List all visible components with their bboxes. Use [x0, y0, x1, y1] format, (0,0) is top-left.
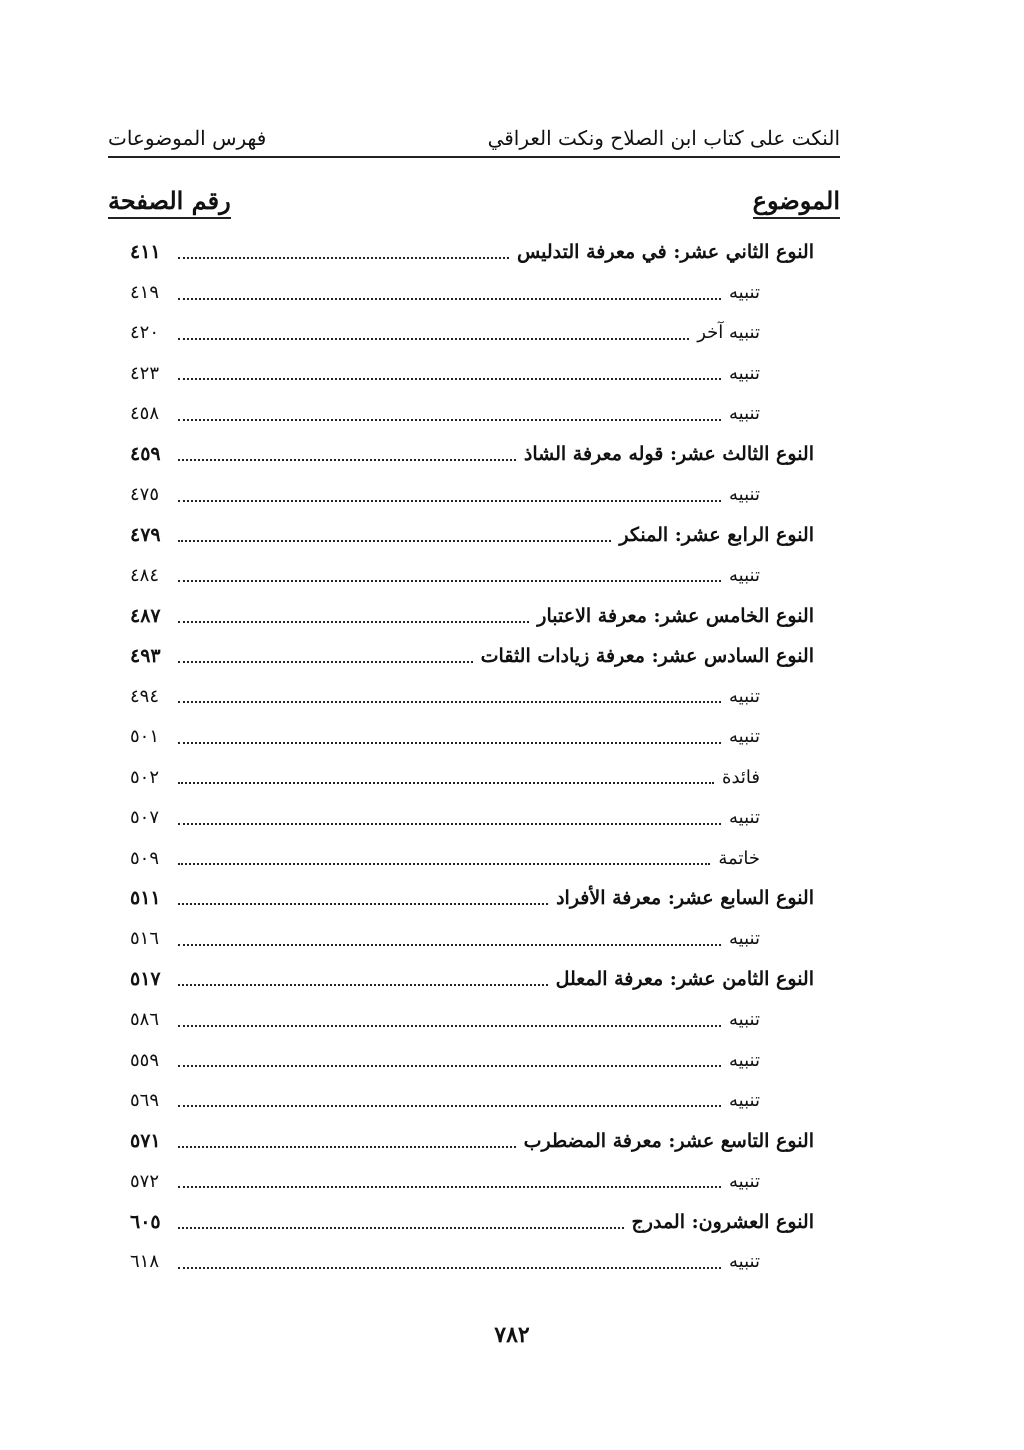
entry-page: ٤١٩ — [130, 282, 160, 304]
entry-page: ٥١١ — [130, 887, 161, 910]
entry-title: تنبيه — [729, 1170, 760, 1192]
entry-page: ٤٢٠ — [130, 322, 160, 344]
leader-dots — [178, 1105, 721, 1107]
leader-dots — [178, 580, 721, 582]
toc-sub-entry — [130, 353, 814, 393]
entry-title: تنبيه — [729, 1009, 760, 1031]
toc-sub-entry — [130, 1242, 814, 1282]
page-number-heading: رقم الصفحة — [108, 186, 231, 219]
entry-title: تنبيه — [729, 403, 760, 425]
toc-sub-entry — [130, 717, 814, 757]
entry-title: النوع الثاني عشر: في معرفة التدليس — [516, 241, 814, 264]
leader-dots — [178, 782, 714, 784]
leader-dots — [178, 338, 689, 340]
entry-page: ٥٧٢ — [130, 1170, 160, 1192]
entry-title: النوع العشرون: المدرج — [631, 1210, 814, 1233]
toc-sub-entry — [130, 838, 814, 878]
toc-main-entry — [130, 878, 814, 918]
leader-dots — [178, 257, 509, 259]
column-headings — [108, 180, 840, 224]
toc-main-entry — [130, 232, 814, 272]
toc-main-entry — [130, 596, 814, 636]
entry-title: تنبيه آخر — [697, 322, 760, 344]
entry-title: تنبيه — [729, 807, 760, 829]
leader-dots — [178, 540, 611, 542]
toc-main-entry — [130, 1201, 814, 1241]
toc-main-entry — [130, 515, 814, 555]
entry-page: ٤٨٤ — [130, 564, 160, 586]
toc-sub-entry — [130, 1161, 814, 1201]
entry-title: تنبيه — [729, 1251, 760, 1273]
leader-dots — [178, 621, 529, 623]
entry-page: ٤٧٥ — [130, 484, 160, 506]
entry-page: ٤٩٤ — [130, 685, 160, 707]
toc-main-entry — [130, 959, 814, 999]
entry-page: ٤١١ — [130, 241, 161, 264]
leader-dots — [178, 984, 548, 986]
entry-page: ٤٢٣ — [130, 362, 160, 384]
toc-main-entry — [130, 434, 814, 474]
entry-title: تنبيه — [729, 362, 760, 384]
toc-sub-entry — [130, 555, 814, 595]
leader-dots — [178, 1227, 624, 1229]
leader-dots — [178, 823, 721, 825]
toc-sub-entry — [130, 919, 814, 959]
entry-title: تنبيه — [729, 484, 760, 506]
entry-page: ٤٥٨ — [130, 403, 160, 425]
entry-page: ٥٧١ — [130, 1129, 161, 1152]
topic-heading: الموضوع — [753, 186, 840, 219]
leader-dots — [178, 944, 721, 946]
toc-sub-entry — [130, 757, 814, 797]
entry-page: ٤٥٩ — [130, 443, 161, 466]
entry-page: ٥١٧ — [130, 968, 161, 991]
leader-dots — [178, 500, 721, 502]
section-title: فهرس الموضوعات — [108, 126, 267, 150]
toc-sub-entry — [130, 313, 814, 353]
leader-dots — [178, 419, 721, 421]
entry-page: ٥٠٩ — [130, 847, 160, 869]
entry-page: ٥٠٧ — [130, 807, 160, 829]
entry-page: ٥٠١ — [130, 726, 160, 748]
entry-title: خاتمة — [718, 847, 760, 869]
entry-title: تنبيه — [729, 928, 760, 950]
entry-page: ٤٧٩ — [130, 523, 161, 546]
entry-title: تنبيه — [729, 282, 760, 304]
leader-dots — [178, 459, 516, 461]
leader-dots — [178, 1186, 721, 1188]
toc-sub-entry — [130, 797, 814, 837]
entry-title: تنبيه — [729, 1049, 760, 1071]
entry-page: ٦١٨ — [130, 1251, 160, 1273]
entry-page: ٥٠٢ — [130, 766, 160, 788]
toc-sub-entry — [130, 1080, 814, 1120]
entry-title: تنبيه — [729, 726, 760, 748]
entry-page: ٥١٦ — [130, 928, 160, 950]
leader-dots — [178, 298, 721, 300]
toc-sub-entry — [130, 676, 814, 716]
toc-sub-entry — [130, 1040, 814, 1080]
toc-sub-entry — [130, 272, 814, 312]
entry-page: ٤٩٣ — [130, 645, 161, 668]
leader-dots — [178, 863, 710, 865]
toc-sub-entry — [130, 474, 814, 514]
leader-dots — [178, 1146, 516, 1148]
entry-title: النوع الثامن عشر: معرفة المعلل — [555, 968, 814, 991]
leader-dots — [178, 661, 473, 663]
entry-title: تنبيه — [729, 685, 760, 707]
leader-dots — [178, 903, 548, 905]
leader-dots — [178, 701, 721, 703]
toc-main-entry — [130, 636, 814, 676]
entry-title: فائدة — [722, 766, 760, 788]
table-of-contents — [130, 232, 814, 1282]
page-number: ٧٨٢ — [494, 1322, 530, 1348]
entry-title: النوع الثالث عشر: قوله معرفة الشاذ — [523, 443, 814, 466]
entry-title: تنبيه — [729, 564, 760, 586]
entry-title: تنبيه — [729, 1089, 760, 1111]
leader-dots — [178, 1065, 721, 1067]
entry-page: ٤٨٧ — [130, 604, 161, 627]
leader-dots — [178, 378, 721, 380]
entry-title: النوع التاسع عشر: معرفة المضطرب — [523, 1129, 814, 1152]
entry-title: النوع الرابع عشر: المنكر — [619, 523, 814, 546]
toc-sub-entry — [130, 999, 814, 1039]
entry-page: ٦٠٥ — [130, 1210, 161, 1233]
entry-page: ٥٨٦ — [130, 1009, 160, 1031]
toc-sub-entry — [130, 394, 814, 434]
leader-dots — [178, 1025, 721, 1027]
entry-title: النوع السادس عشر: معرفة زيادات الثقات — [480, 645, 814, 668]
leader-dots — [178, 1267, 721, 1269]
toc-main-entry — [130, 1121, 814, 1161]
entry-title: النوع السابع عشر: معرفة الأفراد — [556, 887, 814, 910]
running-header — [108, 110, 840, 158]
entry-page: ٥٦٩ — [130, 1089, 160, 1111]
book-title: النكت على كتاب ابن الصلاح ونكت العراقي — [487, 126, 840, 150]
leader-dots — [178, 742, 721, 744]
entry-title: النوع الخامس عشر: معرفة الاعتبار — [537, 604, 814, 627]
entry-page: ٥٥٩ — [130, 1049, 160, 1071]
